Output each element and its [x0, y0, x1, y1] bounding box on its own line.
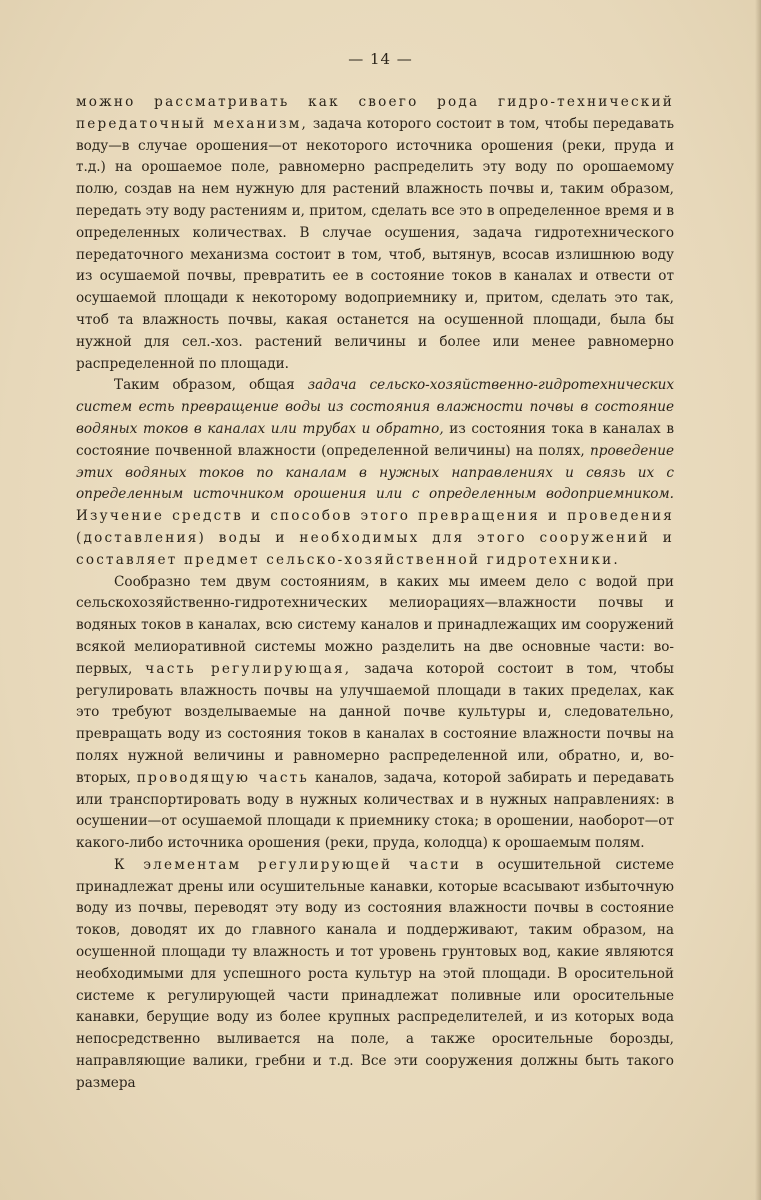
spaced-text-run: Изучение средств и способов этого превращения и проведения (доставления) воды и необходимых для этого сооружений и составляет предмет сельско-хозяйственной гидротехники. — [76, 508, 674, 568]
spaced-text-run: часть регулирующая, — [145, 660, 352, 677]
body-text — [76, 92, 674, 1095]
text-run: задача которого состоит в том, чтобы передавать воду—в случае орошения—от некоторого источника орошения (реки, пруда и т.д.) на орошаемое поле, равномерно распределить эту воду по орошаемому полю, создав на нем нужную для растений влажность почвы и, таким образом, передать эту воду растениям и, притом, сделать все это в определенное время и в определенных количествах. В случае осушения, задача гидротехнического передаточного механизма состоит в том, чтоб, вытянув, всосав излишнюю воду из осушаемой почвы, превратить ее в состояние токов в каналах и отвести от осушаемой площади к некоторому водоприемнику и, притом, сделать это так, чтоб та влажность почвы, какая останется на осушенной площади, была бы нужной для сел.-хоз. растений величины и более или менее равномерно распределенной по площади. — [76, 115, 675, 372]
paragraph — [76, 572, 674, 855]
page-number: — 14 — — [348, 50, 413, 68]
spaced-text-run: проводящую часть — [136, 769, 309, 786]
text-run: каналов, задача, которой забирать и передавать или транспортировать воду в нужных количествах и в нужных направлениях: в осушении—от осушаемой площади к приемнику стока; в орошении, наоборот—от какого-либо источника орошения (реки, пруда, колодца) к орошаемым полям. — [76, 769, 675, 852]
text-run: Таким образом, общая — [114, 377, 308, 394]
italic-text-run: проведение этих водяных токов по каналам в нужных направлениях и связь их с определенным источником орошения или с определенным водоприемником. — [76, 442, 674, 503]
spaced-text-run: К элементам регулирующей части — [114, 856, 462, 873]
text-run: Сообразно тем двум состояниям, в каких мы имеем дело с водой при сельскохозяйственно-гидротехнических мелиорациях—влажности почвы и водяных токов в каналах, всю систему каналов и принадлежащих им сооружений всякой мелиоративной системы можно разделить на две основные части: во-первых, — [76, 573, 674, 677]
paragraph — [76, 855, 674, 1095]
spaced-text-run: можно рассматривать как своего рода гидро-технический передаточный механизм, — [76, 94, 674, 132]
page-edge-shadow — [755, 0, 761, 1200]
text-run: задача которой состоит в том, чтобы регулировать влажность почвы на улучшаемой площади в таких пределах, как это требуют возделываемые на данной почве культуры и, следовательно, превращать воду из состояния токов в каналах в состояние влажности почвы на полях нужной величины и равномерно распределенной или, обратно, и, во-вторых, — [76, 660, 674, 786]
text-run: из состояния тока в каналах в состояние почвенной влажности (определенной величины) на полях, — [76, 420, 674, 459]
italic-text-run: задача сельско-хозяйственно-гидротехнических систем есть превращение воды из состояния влажности почвы в состояние водяных токов в каналах или трубах и обратно, — [76, 377, 674, 437]
paragraph — [76, 92, 674, 375]
text-run: в осушительной системе принадлежат дрены или осушительные канавки, которые всасывают избыточную воду из почвы, переводят эту воду из состояния влажности почвы в состояние токов, доводят их до главного канала и поддерживают, таким образом, на осушенной площади ту влажность и тот уровень грунтовых вод, какие являются необходимыми для успешного роста культур на этой площади. В оросительной системе к регулирующей части принадлежат поливные или оросительные канавки, берущие воду из более крупных распределителей, и из которых вода непосредственно выливается на поле, а также оросительные борозды, направляющие валики, гребни и т.д. Все эти сооружения должны быть такого размера — [76, 856, 674, 1091]
paragraph — [76, 375, 674, 571]
